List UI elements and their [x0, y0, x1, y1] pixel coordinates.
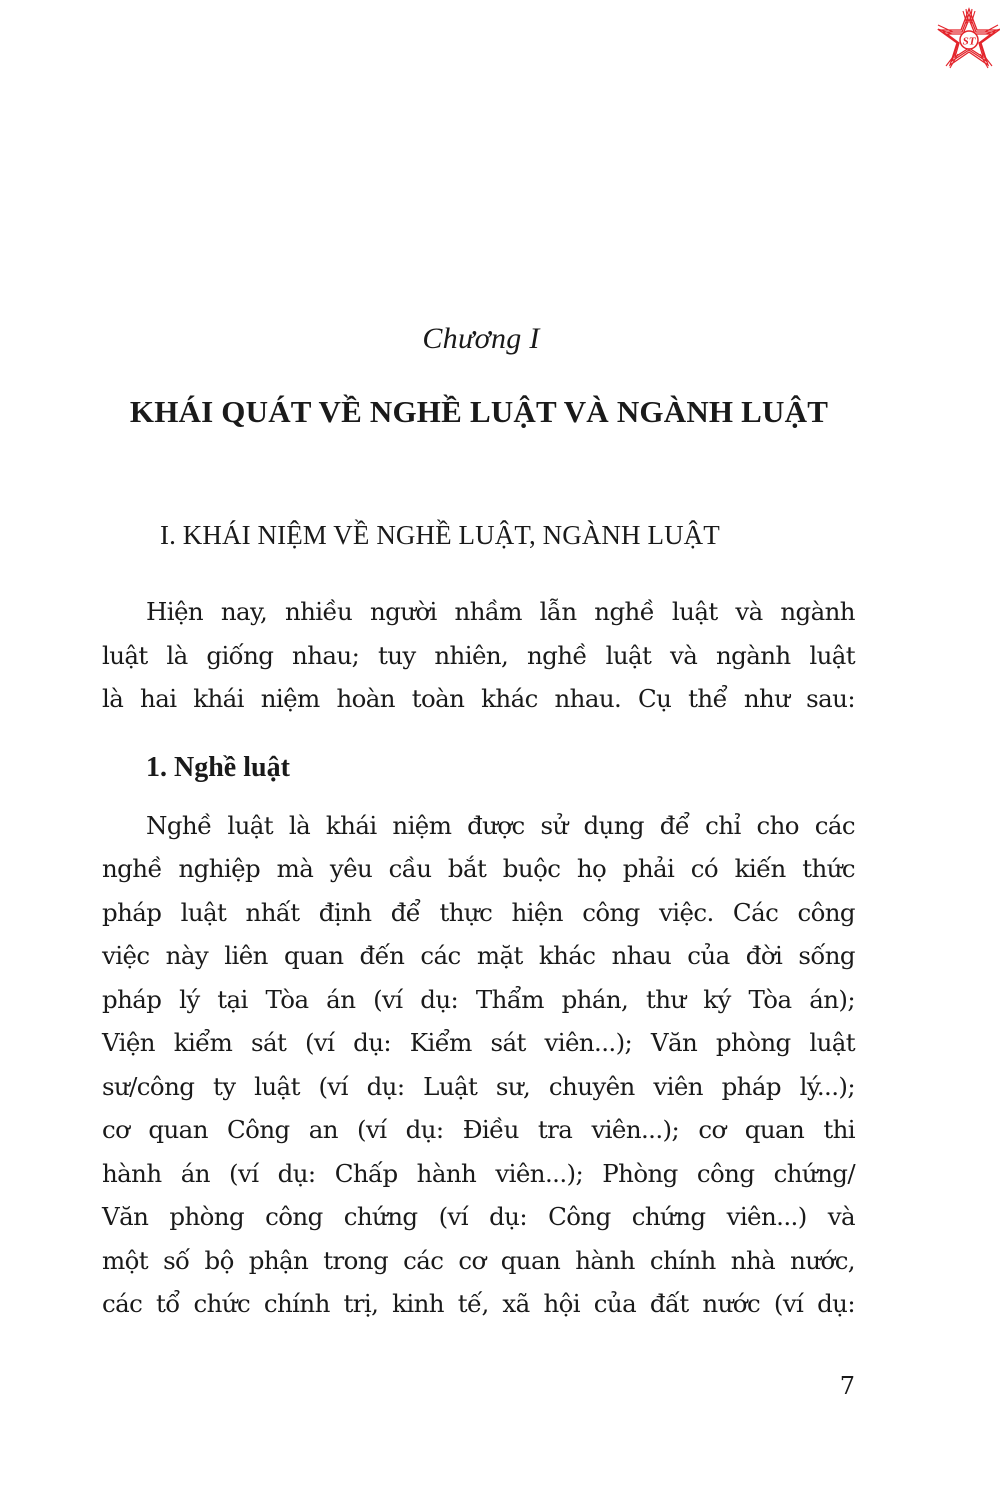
paragraph-line: các tổ chức chính trị, kinh tế, xã hội của đất nước (ví dụ: [102, 1289, 855, 1318]
paragraph-line: việc này liên quan đến các mặt khác nhau của đời sống [102, 941, 855, 970]
paragraph-line: một số bộ phận trong các cơ quan hành chính nhà nước, [102, 1246, 855, 1275]
paragraph-line: pháp lý tại Tòa án (ví dụ: Thẩm phán, thư ký Tòa án); [102, 985, 855, 1014]
paragraph-line: Nghề luật là khái niệm được sử dụng để chỉ cho các [146, 811, 855, 840]
paragraph-line: hành án (ví dụ: Chấp hành viên...); Phòng công chứng/ [102, 1159, 855, 1188]
logo-text: ST [962, 35, 976, 48]
chapter-title: KHÁI QUÁT VỀ NGHỀ LUẬT VÀ NGÀNH LUẬT [129, 394, 829, 429]
paragraph-line: sư/công ty luật (ví dụ: Luật sư, chuyên viên pháp lý...); [102, 1072, 855, 1101]
paragraph-line: Văn phòng công chứng (ví dụ: Công chứng viên...) và [102, 1202, 855, 1231]
paragraph-line: Viện kiểm sát (ví dụ: Kiểm sát viên...); Văn phòng luật [102, 1028, 855, 1057]
section-heading: I. KHÁI NIỆM VỀ NGHỀ LUẬT, NGÀNH LUẬT [160, 520, 720, 550]
chapter-label: Chương I [422, 322, 540, 355]
intro-line: luật là giống nhau; tuy nhiên, nghề luật và ngành luật [102, 641, 855, 670]
paragraph-line: cơ quan Công an (ví dụ: Điều tra viên...); cơ quan thi [102, 1115, 855, 1144]
publisher-star-logo-icon [936, 6, 1000, 72]
intro-line: là hai khái niệm hoàn toàn khác nhau. Cụ thể như sau: [102, 684, 855, 713]
page-number: 7 [839, 1372, 855, 1400]
subsection-heading: 1. Nghề luật [146, 752, 290, 783]
paragraph-line: pháp luật nhất định để thực hiện công việc. Các công [102, 898, 855, 927]
paragraph-line: nghề nghiệp mà yêu cầu bắt buộc họ phải có kiến thức [102, 854, 855, 883]
intro-line: Hiện nay, nhiều người nhầm lẫn nghề luật và ngành [146, 597, 855, 626]
